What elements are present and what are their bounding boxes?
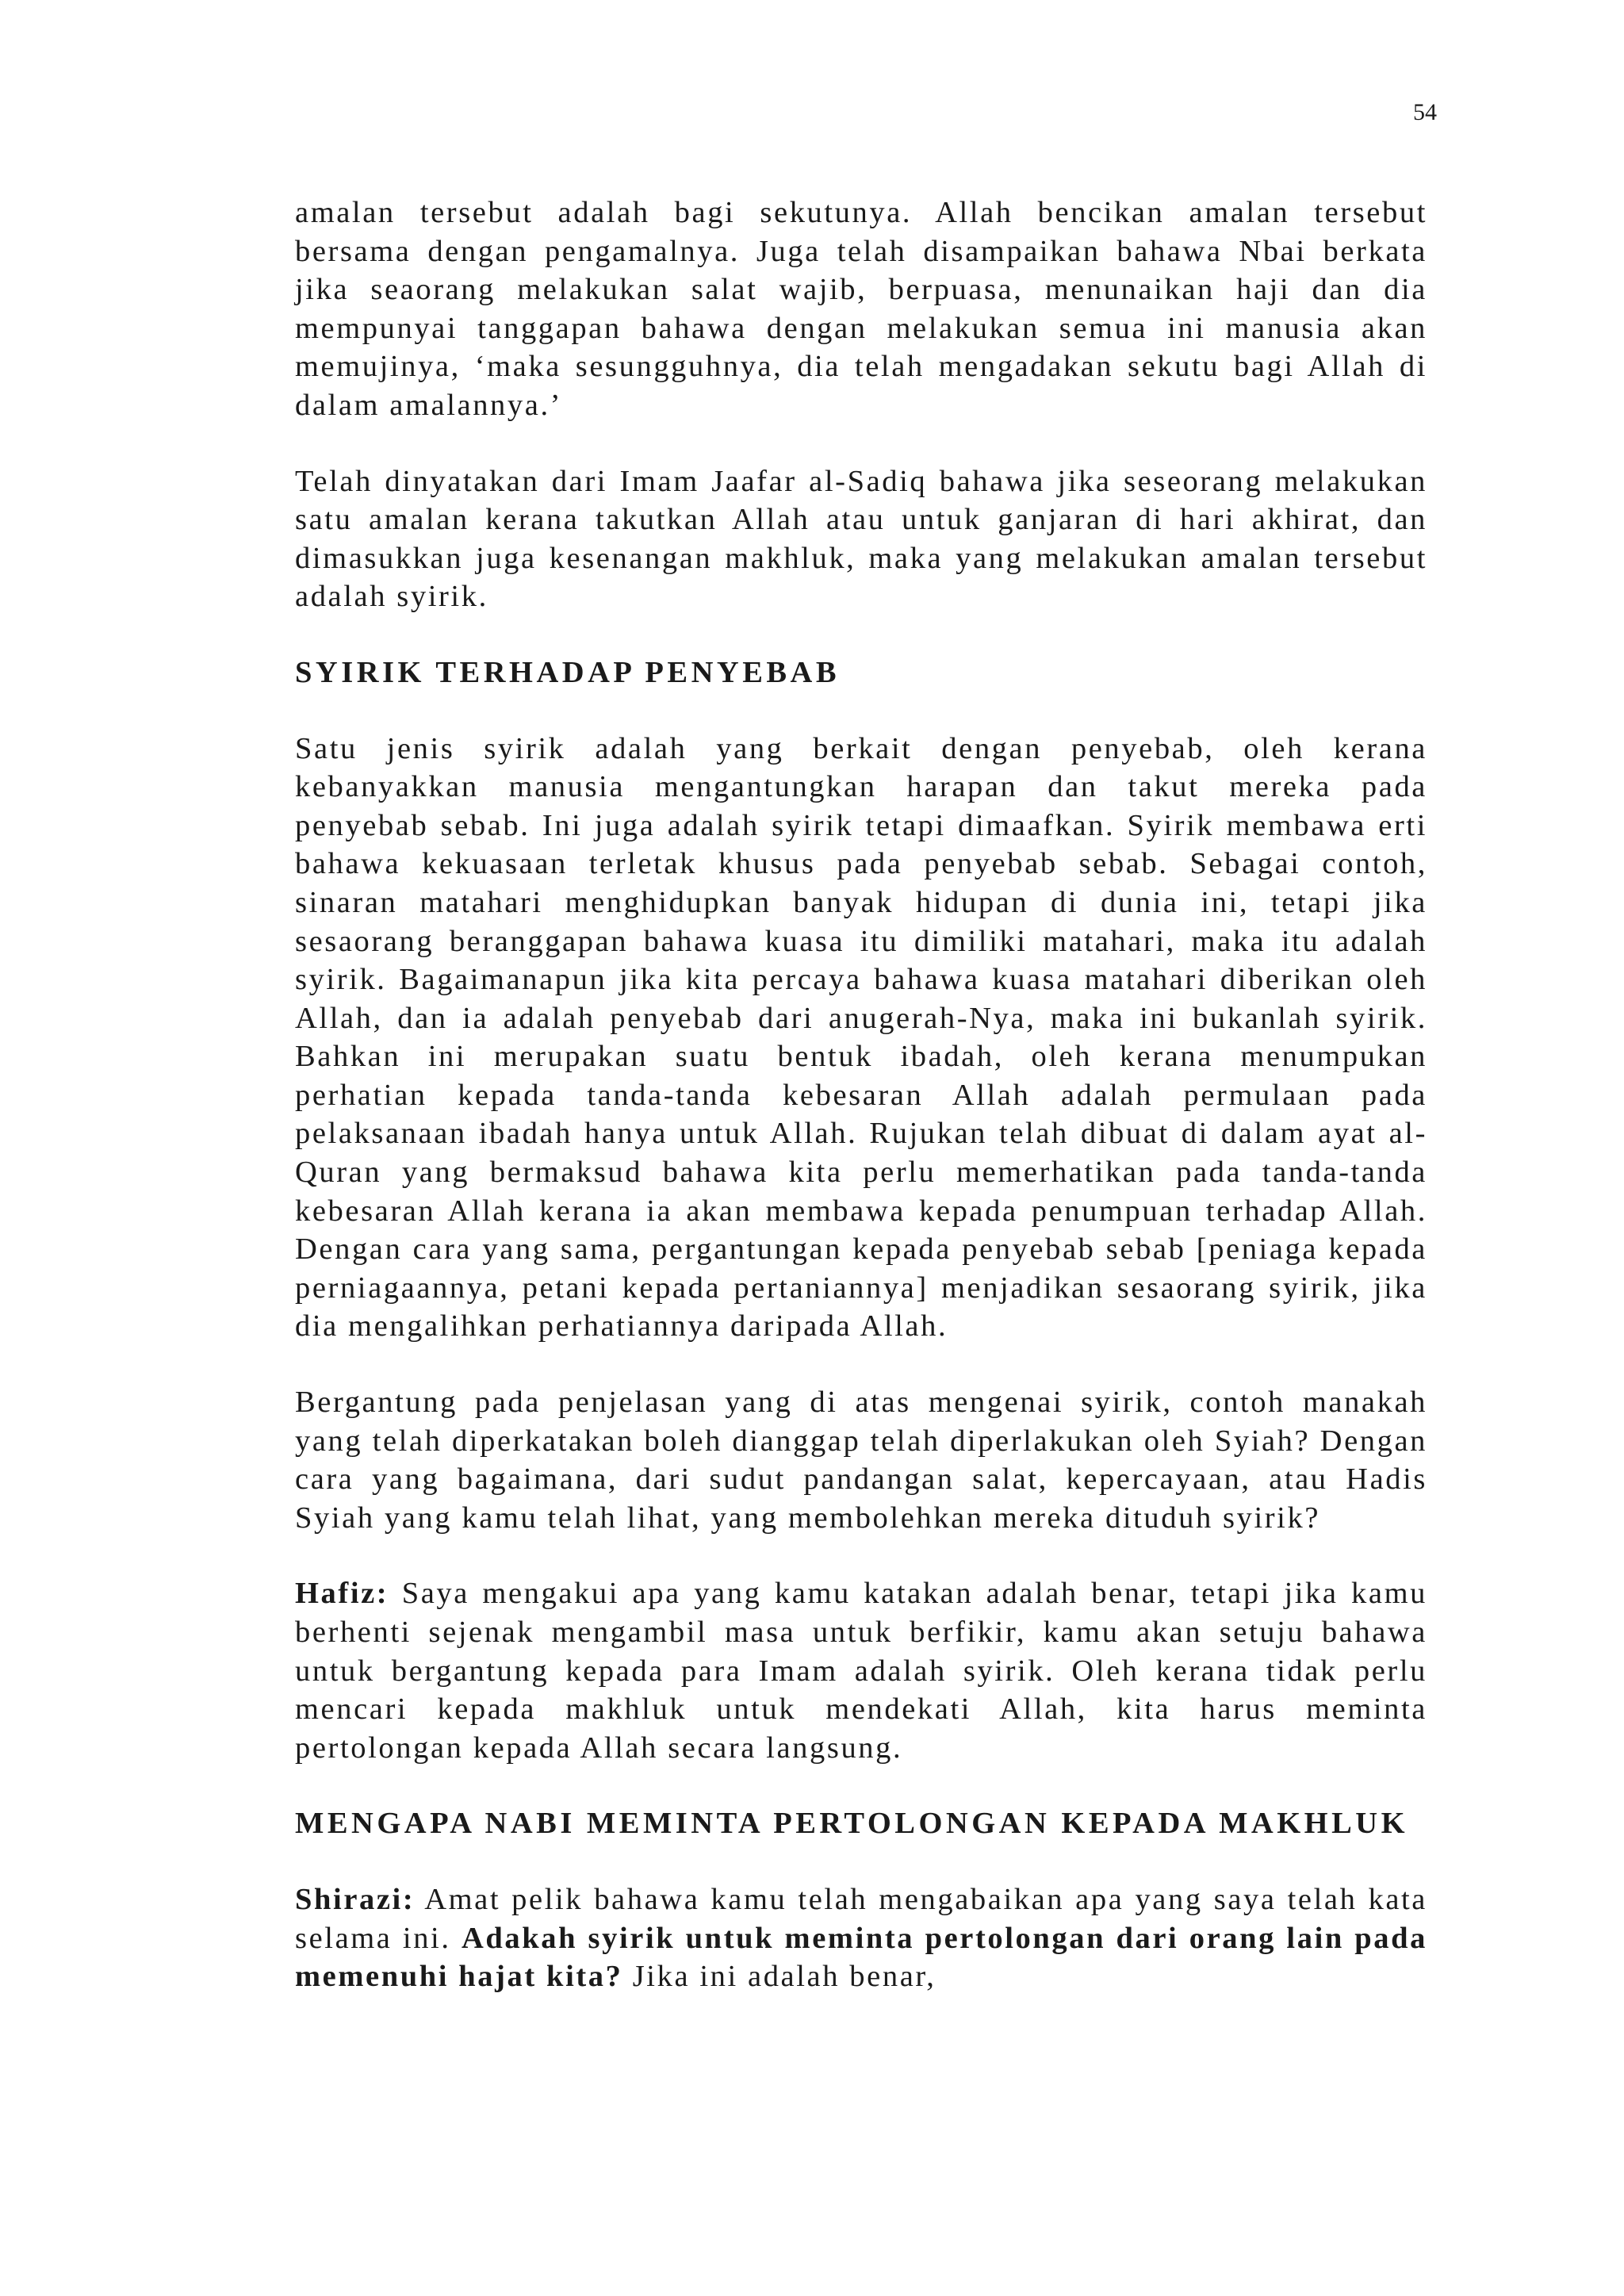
speaker-hafiz: Hafiz: xyxy=(295,1577,389,1611)
speaker-shirazi: Shirazi: xyxy=(295,1882,416,1916)
paragraph-3: Satu jenis syirik adalah yang berkait dengan penyebab, oleh kerana kebanyakkan manusia mengantungkan harapan dan takut mereka pada penyebab sebab. Ini juga adalah syirik tetapi dimaafkan. Syirik membawa erti bahawa kekuasaan terletak khusus pada penyebab sebab. Sebagai contoh, sinaran matahari menghidupkan banyak hidupan di dunia ini, tetapi jika sesaorang beranggapan bahawa kuasa itu dimiliki matahari, maka itu adalah syirik. Bagaimanapun jika kita percaya bahawa kuasa matahari diberikan oleh Allah, dan ia adalah penyebab dari anugerah-Nya, maka ini bukanlah syirik. Bahkan ini merupakan suatu bentuk ibadah, oleh kerana menumpukan perhatian kepada tanda-tanda kebesaran Allah adalah permulaan pada pelaksanaan ibadah hanya untuk Allah. Rujukan telah dibuat di dalam ayat al-Quran yang bermaksud bahawa kita perlu memerhatikan pada tanda-tanda kebesaran Allah kerana ia akan membawa kepada penumpuan terhadap Allah. Dengan cara yang sama, pergantungan kepada penyebab sebab [peniaga kepada perniagaannya, petani kepada pertaniannya] menjadikan sesaorang syirik, jika dia mengalihkan perhatiannya daripada Allah. xyxy=(295,731,1427,1343)
paragraph-5-text: Saya mengakui apa yang kamu katakan adalah benar, tetapi jika kamu berhenti sejenak mengambil masa untuk berfikir, kamu akan setuju bahawa untuk bergantung kepada para Imam adalah syirik. Oleh kerana tidak perlu mencari kepada makhluk untuk mendekati Allah, kita harus meminta pertolongan kepada Allah secara langsung. xyxy=(295,1577,1427,1765)
paragraph-4: Bergantung pada penjelasan yang di atas mengenai syirik, contoh manakah yang telah diperkatakan boleh dianggap telah diperlakukan oleh Syiah? Dengan cara yang bagaimana, dari sudut pandangan salat, kepercayaan, atau Hadis Syiah yang kamu telah lihat, yang membolehkan mereka dituduh syirik? xyxy=(295,1386,1427,1535)
paragraph-6-text-before: Amat pelik bahawa kamu telah mengabaikan apa yang saya telah kata selama ini. xyxy=(295,1882,1427,1955)
paragraph-6 xyxy=(295,1880,1427,1996)
paragraph-2: Telah dinyatakan dari Imam Jaafar al-Sadiq bahawa jika seseorang melakukan satu amalan kerana takutkan Allah atau untuk ganjaran di hari akhirat, dan dimasukkan juga kesenangan makhluk, maka yang melakukan amalan tersebut adalah syirik. xyxy=(295,464,1427,614)
paragraph-5 xyxy=(295,1574,1427,1767)
paragraph-6-bold-question: Adakah syirik untuk meminta pertolongan dari orang lain pada memenuhi hajat kita? xyxy=(295,1921,1428,1994)
page-content xyxy=(295,194,1427,2033)
paragraph-6-text-after: Jika ini adalah benar, xyxy=(622,1960,936,1994)
paragraph-1: amalan tersebut adalah bagi sekutunya. Allah bencikan amalan tersebut bersama dengan pengamalnya. Juga telah disampaikan bahawa Nbai berkata jika seaorang melakukan salat wajib, berpuasa, menunaikan haji dan dia mempunyai tanggapan bahawa dengan melakukan semua ini manusia akan memujinya, ‘maka sesungguhnya, dia telah mengadakan sekutu bagi Allah di dalam amalannya.’ xyxy=(295,196,1427,422)
section-heading-mengapa-nabi: MENGAPA NABI MEMINTA PERTOLONGAN KEPADA MAKHLUK xyxy=(295,1807,1409,1841)
section-heading-syirik-terhadap-penyebab: SYIRIK TERHADAP PENYEBAB xyxy=(295,655,841,689)
page-number: 54 xyxy=(1413,99,1437,125)
